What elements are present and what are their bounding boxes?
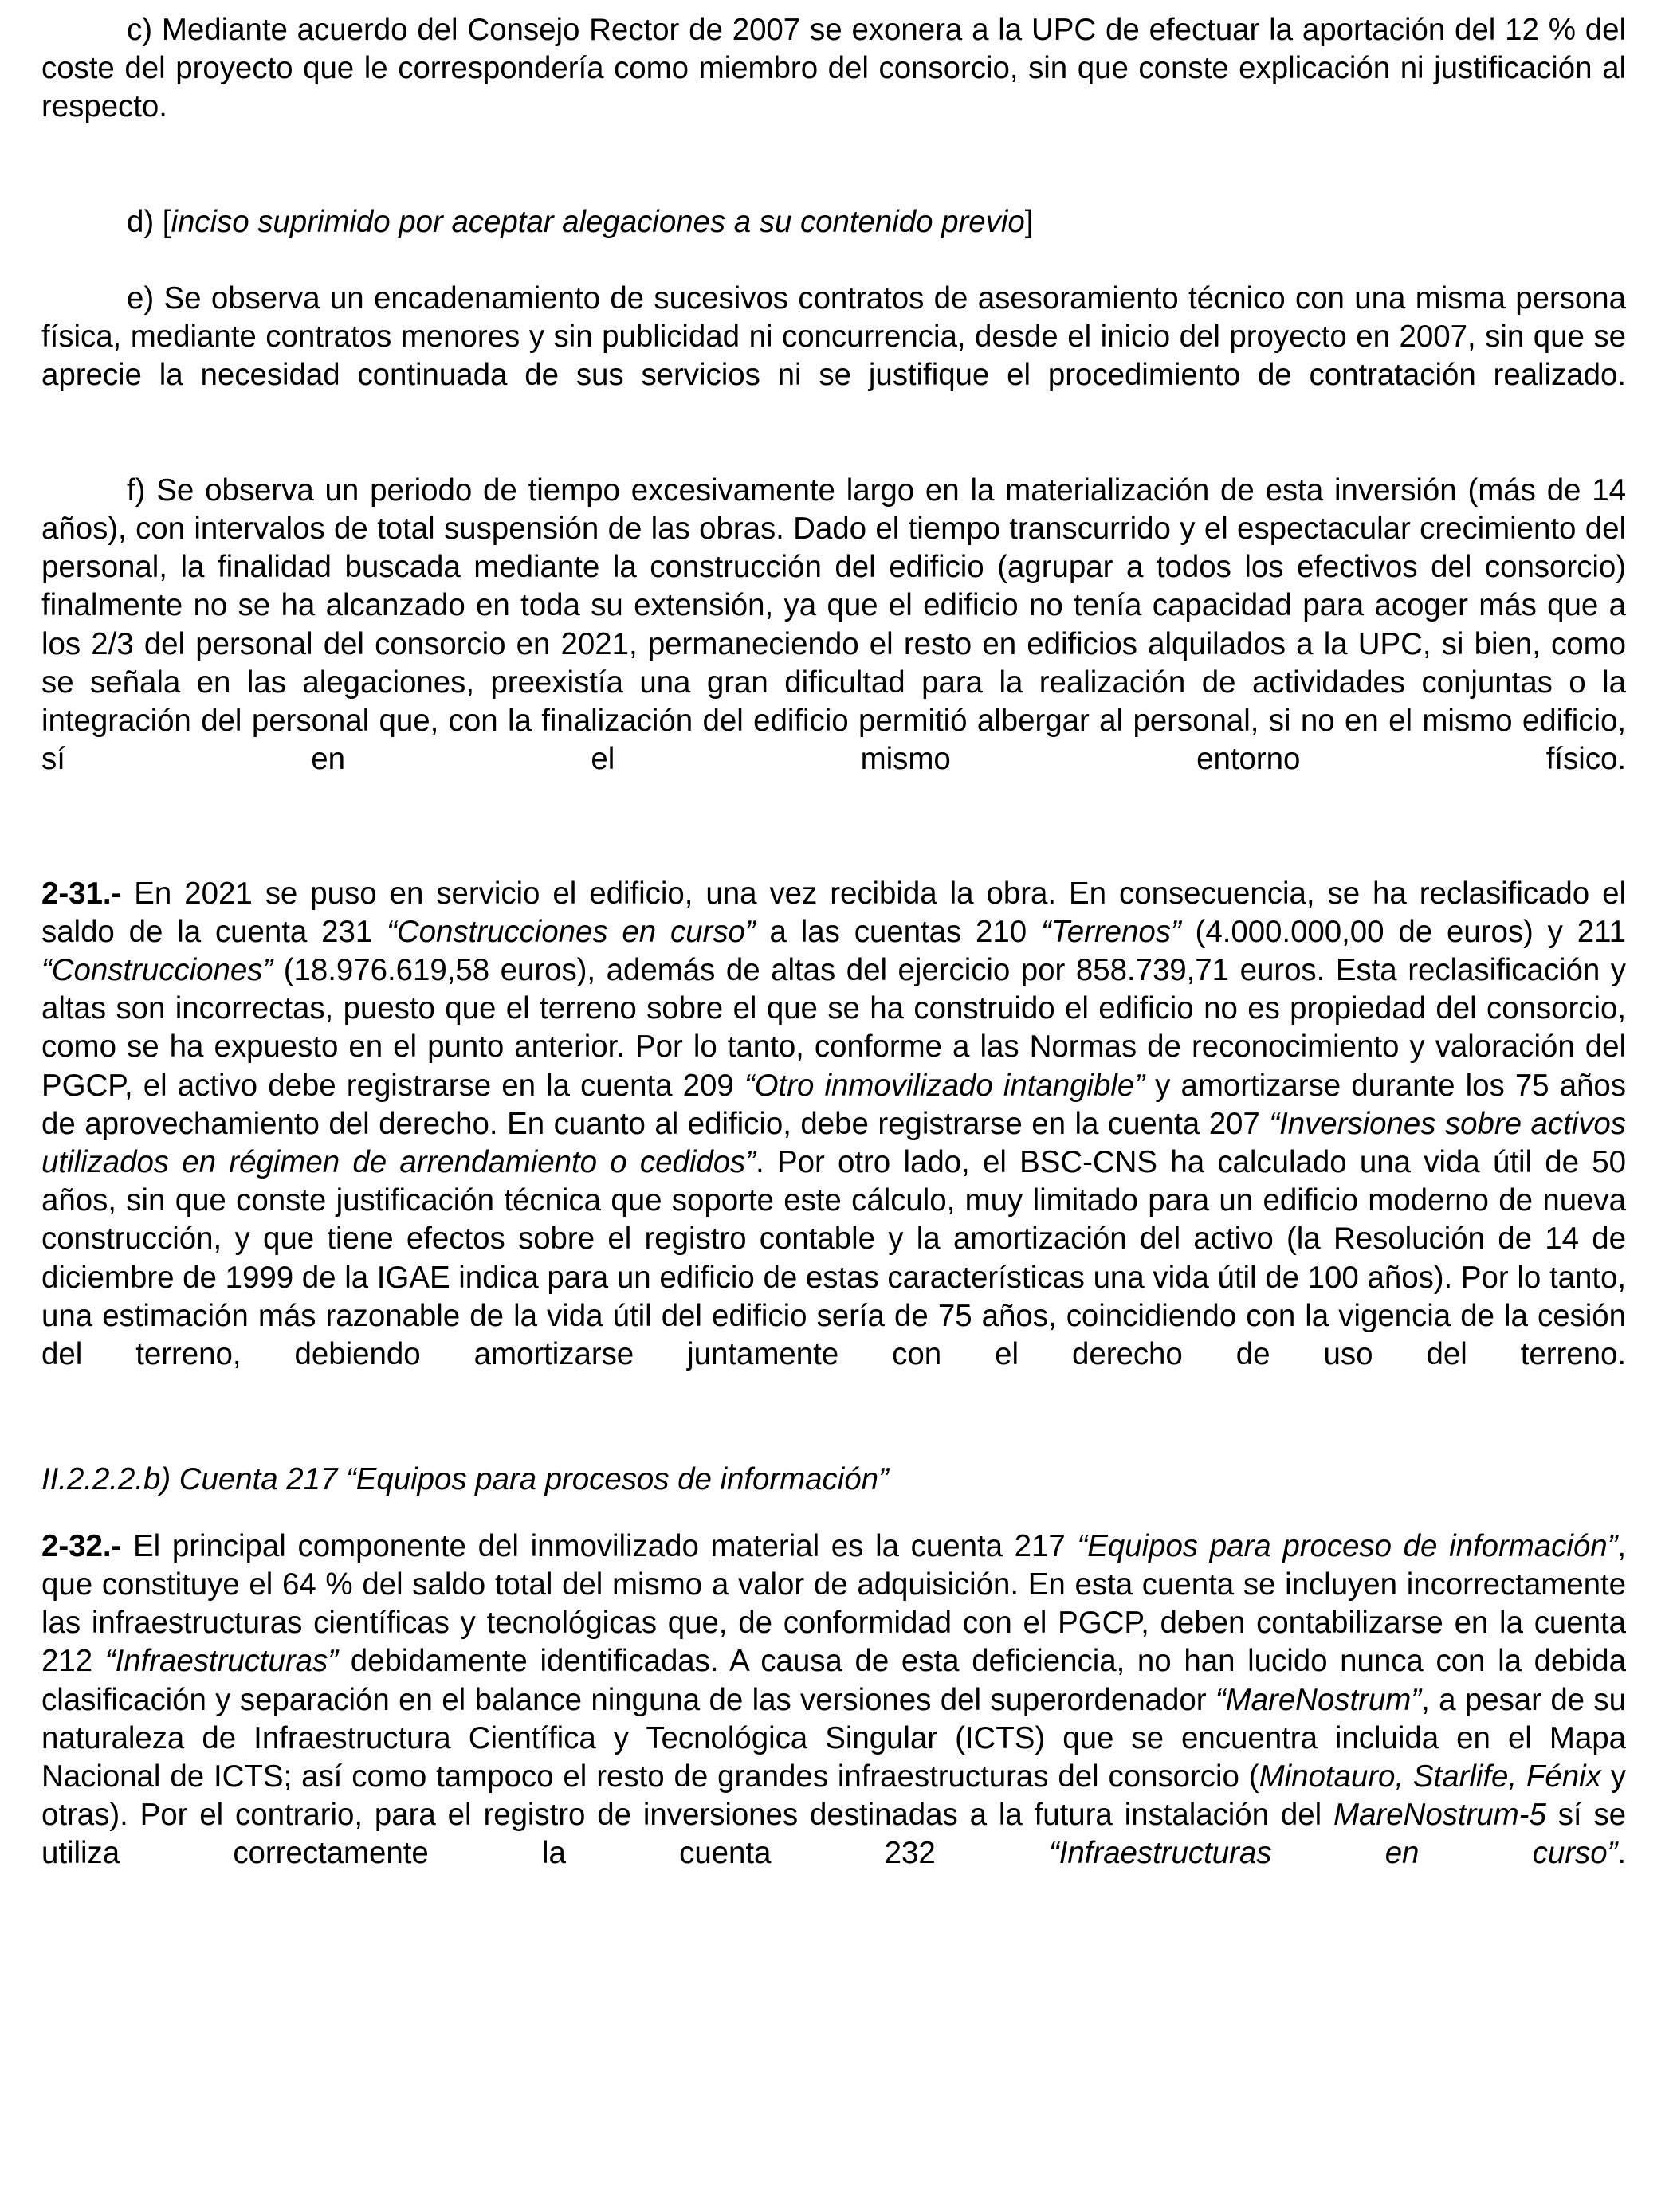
paragraph-2-32 <box>41 1528 1626 1912</box>
account-name-209: “Otro inmovilizado intangible” <box>744 1068 1145 1103</box>
p232-t5: y otras). Por el contrario, para el registro de inversiones destinadas a la futura instalación del <box>41 1759 1626 1833</box>
p232-t2: , que constituye el 64 % del saldo total del mismo a valor de adquisición. En esta cuenta se incluyen incorrectamente las infraestructuras científicas y tecnológicas que, de conformidad con el PGCP, deben contabilizarse en la cuenta 212 <box>41 1528 1626 1679</box>
paragraph-item-f-text: Se observa un periodo de tiempo excesivamente largo en la materialización de esta inversión (más de 14 años), con intervalos de total suspensión de las obras. Dado el tiempo transcurrido y el espectacular crecimiento del personal, la finalidad buscada mediante la construcción del edificio (agrupar a todos los efectivos del consorcio) finalmente no se ha alcanzado en toda su extensión, ya que el edificio no tenía capacidad para acoger más que a los 2/3 del personal del consorcio en 2021, permaneciendo el resto en edificios alquilados a la UPC, si bien, como se señala en las alegaciones, preexistía una gran dificultad para la realización de actividades conjuntas o la integración del personal que, con la finalización del edificio permitió albergar al personal, si no en el mismo edificio, sí en el mismo entorno físico. <box>41 473 1626 777</box>
list-marker-c: c) <box>127 13 162 47</box>
p231-t1: En 2021 se puso en servicio el edificio, una vez recibida la obra. En consecuencia, se ha reclasificado el saldo de la cuenta 231 <box>41 876 1626 949</box>
paragraph-item-e <box>41 280 1626 433</box>
account-name-232: “Infraestructuras en curso” <box>1049 1836 1618 1871</box>
paragraph-number-2-31: 2-31.- <box>41 876 122 911</box>
account-name-217: “Equipos para proceso de información” <box>1077 1528 1618 1563</box>
paragraph-item-e-text: Se observa un encadenamiento de sucesivos contratos de asesoramiento técnico con una misma persona física, mediante contratos menores y sin publicidad ni concurrencia, desde el inicio del proyecto en 2007, sin que se aprecie la necesidad continuada de sus servicios ni se justifique el procedimiento de contratación realizado. <box>41 281 1627 393</box>
p231-t3: (4.000.000,00 de euros) y 211 <box>1180 914 1626 949</box>
spacer <box>41 1499 1626 1528</box>
document-body <box>41 11 1626 1912</box>
list-marker-f: f) <box>127 473 157 508</box>
spacer <box>41 165 1626 203</box>
paragraph-number-2-32: 2-32.- <box>41 1528 122 1563</box>
account-name-231: “Construcciones en curso” <box>387 914 756 949</box>
list-marker-d: d) <box>127 204 163 239</box>
account-name-211: “Construcciones” <box>41 953 273 988</box>
list-marker-e: e) <box>127 281 164 316</box>
paragraph-item-d-italic-text: inciso suprimido por aceptar alegaciones a su contenido previo <box>171 204 1025 239</box>
paragraph-item-c-text: Mediante acuerdo del Consejo Rector de 2007 se exonera a la UPC de efectuar la aportación del 12 % del coste del proyecto que le correspondería como miembro del consorcio, sin que conste explicación ni justificación al respecto. <box>41 13 1626 124</box>
p231-t6: . Por otro lado, el BSC-CNS ha calculado una vida útil de 50 años, sin que conste justificación técnica que soporte este cálculo, muy limitado para un edificio moderno de nueva construcción, y que tiene efectos sobre el registro contable y la amortización del activo (la Resolución de 14 de diciembre de 1999 de la IGAE indica para un edificio de estas características una vida útil de 100 años). Por lo tanto, una estimación más razonable de la vida útil del edificio sería de 75 años, coincidiendo con la vigencia de la cesión del terreno, debiendo amortizarse juntamente con el derecho de uso del terreno. <box>41 1145 1626 1372</box>
p232-t7: . <box>1617 1836 1626 1871</box>
account-name-210: “Terrenos” <box>1041 914 1181 949</box>
supercomputer-name-marenostrum-5: MareNostrum-5 <box>1333 1798 1546 1833</box>
spacer <box>41 818 1626 875</box>
infrastructure-names: Minotauro, Starlife, Fénix <box>1259 1759 1601 1794</box>
supercomputer-name-marenostrum: “MareNostrum” <box>1215 1682 1422 1717</box>
account-name-212: “Infraestructuras” <box>104 1644 339 1679</box>
bracket-open: [ <box>162 204 171 239</box>
p232-t4: , a pesar de su naturaleza de Infraestructura Científica y Tecnológica Singular (ICTS) que se encuentra incluida en el Mapa Nacional de ICTS; así como tampoco el resto de grandes infraestructuras del consorcio ( <box>41 1682 1626 1794</box>
spacer <box>41 433 1626 472</box>
p232-t6: sí se utiliza correctamente la cuenta 232 <box>41 1798 1627 1871</box>
bracket-close: ] <box>1024 204 1034 239</box>
paragraph-item-f <box>41 472 1626 818</box>
p231-t2: a las cuentas 210 <box>755 914 1042 949</box>
p231-t5: y amortizarse durante los 75 años de aprovechamiento del derecho. En cuanto al edificio, debe registrarse en la cuenta 207 <box>41 1068 1626 1141</box>
p231-t4: (18.976.619,58 euros), además de altas del ejercicio por 858.739,71 euros. Esta reclasificación y altas son incorrectas, puesto que el terreno sobre el que se ha construido el edificio no es propiedad del consorcio, como se ha expuesto en el punto anterior. Por lo tanto, conforme a las Normas de reconocimiento y valoración del PGCP, el activo debe registrarse en la cuenta 209 <box>41 953 1626 1103</box>
section-heading-ii-2-2-2-b: II.2.2.2.b) Cuenta 217 “Equipos para procesos de información” <box>41 1461 889 1496</box>
paragraph-item-c <box>41 11 1626 165</box>
spacer <box>41 241 1626 280</box>
p232-t3: debidamente identificadas. A causa de esta deficiencia, no han lucido nunca con la debida clasificación y separación en el balance ninguna de las versiones del superordenador <box>41 1644 1626 1717</box>
paragraph-2-31 <box>41 875 1626 1413</box>
spacer <box>41 1413 1626 1461</box>
paragraph-item-d <box>41 203 1626 241</box>
account-name-207: “Inversiones sobre activos utilizados en régimen de arrendamiento o cedidos” <box>41 1106 1626 1180</box>
p232-t1: El principal componente del inmovilizado material es la cuenta 217 <box>121 1528 1078 1563</box>
